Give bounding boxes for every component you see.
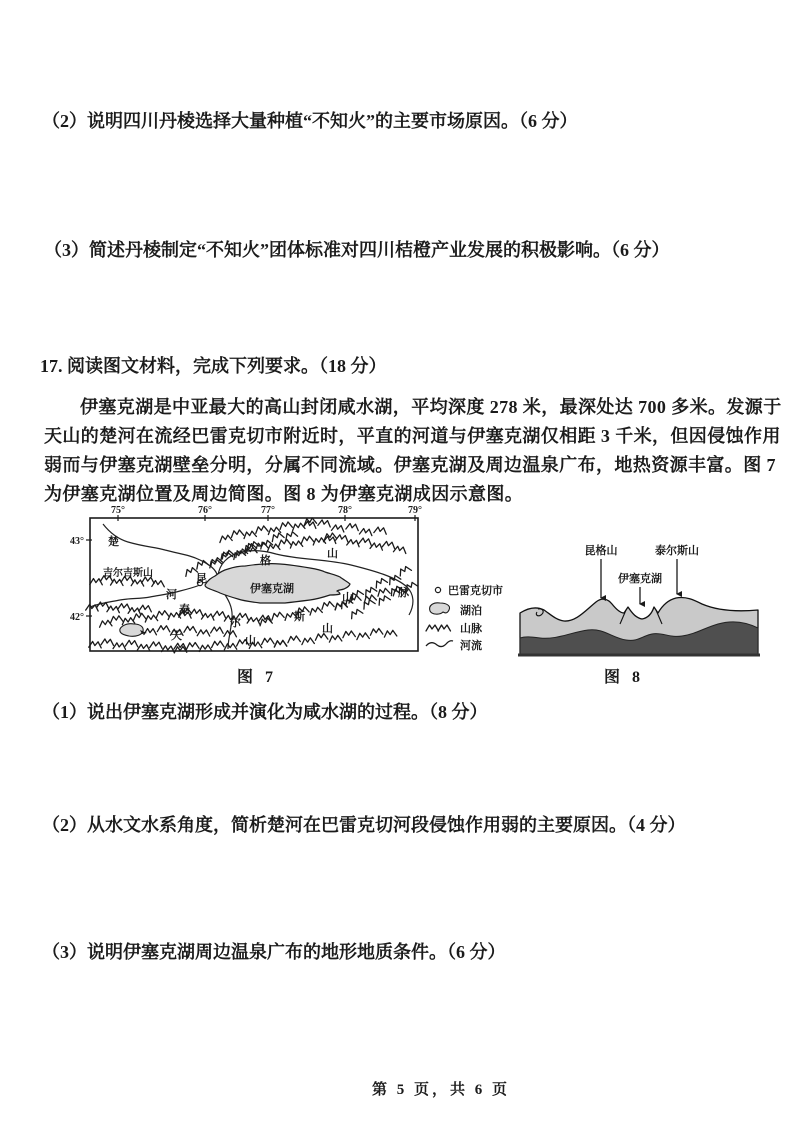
map-latitude-ticks	[70, 536, 92, 623]
lon-tick-79: 79°	[408, 505, 422, 516]
lat-tick-42: 42°	[70, 612, 84, 623]
paragraph-line: 为伊塞克湖位置及周边简图。图 8 为伊塞克湖成因示意图。	[44, 484, 524, 504]
figure8-labels	[585, 543, 700, 604]
question-16-2: （2）说明四川丹棱选择大量种植“不知火”的主要市场原因。（6 分）	[42, 111, 578, 131]
map-label-mai-east: 脉	[398, 587, 409, 599]
question-17-3: （3）说明伊塞克湖周边温泉广布的地形地质条件。（6 分）	[42, 942, 506, 962]
question-16-3: （3）简述丹棱制定“不知火”团体标准对四川桔橙产业发展的积极影响。（6 分）	[44, 240, 670, 260]
stimulus-paragraph	[44, 393, 782, 509]
legend-mountain-label: 山脉	[460, 623, 482, 635]
legend-city-label: 巴雷克切市	[448, 585, 503, 597]
map-label-shan-east: 山	[342, 592, 353, 604]
question-17-2: （2）从水文水系角度，简析楚河在巴雷克切河段侵蚀作用弱的主要原因。（4 分）	[42, 815, 686, 835]
figure7-caption: 图 7	[237, 669, 278, 686]
label-lake-issyk-kul: 伊塞克湖	[618, 573, 662, 585]
figure8-caption: 图 8	[604, 669, 645, 686]
legend-lake-icon	[430, 603, 450, 614]
paragraph-line: 伊塞克湖是中亚最大的高山封闭咸水湖，平均深度 278 米，最深处达 700 多米。发源于	[80, 397, 782, 417]
lon-tick-76: 76°	[198, 505, 212, 516]
map-label-chu-river: 楚	[108, 536, 119, 548]
map-label-tian: 天	[171, 630, 182, 642]
map-label-kun: 昆	[196, 573, 207, 585]
question-17-1: （1）说出伊塞克湖形成并演化为咸水湖的过程。（8 分）	[42, 702, 488, 722]
map-legend	[426, 583, 503, 652]
map-label-he-river: 河	[166, 589, 177, 601]
map-label-lake: 伊塞克湖	[250, 583, 294, 595]
map-label-tai: 泰	[179, 604, 190, 616]
legend-river-label: 河流	[460, 640, 482, 652]
label-terskey-mountain: 泰尔斯山	[655, 545, 699, 557]
legend-lake-label: 湖泊	[460, 605, 482, 617]
paragraph-line: 天山的楚河在流经巴雷克切市附近时，平直的河道与伊塞克湖仅相距 3 千米，但因侵蚀作用	[44, 426, 781, 446]
page-footer: 第 5 页，共 6 页	[371, 1082, 510, 1098]
lat-tick-43: 43°	[70, 536, 84, 547]
figure7-map	[70, 503, 530, 661]
map-label-shan-south: 山	[322, 623, 333, 635]
lon-tick-77: 77°	[261, 505, 275, 516]
map-label-shan-bottom: 山	[245, 635, 256, 647]
legend-mountain-icon	[438, 625, 451, 631]
map-label-shan-north: 山	[327, 548, 338, 560]
lon-tick-78: 78°	[338, 505, 352, 516]
map-label-er: 尔	[230, 617, 241, 629]
map-label-ge: 格	[260, 555, 271, 567]
legend-city-icon	[435, 587, 440, 592]
question-17-intro: 17. 阅读图文材料，完成下列要求。（18 分）	[40, 356, 387, 376]
legend-mountain-icon	[426, 625, 439, 631]
map-label-kyrgyz-range: 吉尔吉斯山	[103, 568, 153, 579]
lon-tick-75: 75°	[111, 505, 125, 516]
paragraph-line: 弱而与伊塞克湖壁垒分明，分属不同流域。伊塞克湖及周边温泉广布，地热资源丰富。图 7	[44, 455, 776, 475]
figure8-diagram	[516, 514, 764, 662]
legend-river-icon	[426, 641, 453, 647]
map-label-si: 斯	[294, 611, 305, 623]
label-kunge-mountain: 昆格山	[584, 545, 618, 557]
small-lake-shape	[120, 624, 143, 637]
